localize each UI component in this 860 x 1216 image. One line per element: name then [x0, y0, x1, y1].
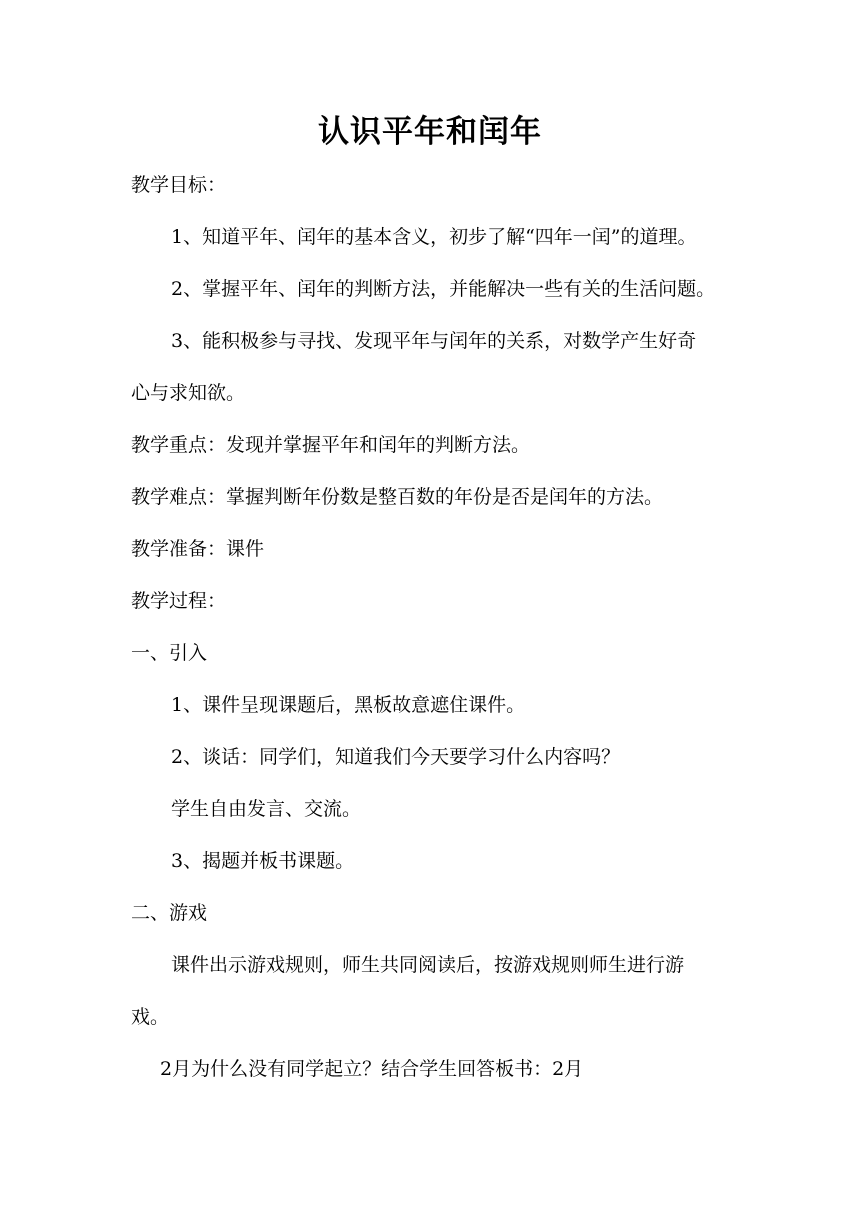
intro-student-response: 学生自由发言、交流。: [171, 798, 362, 820]
preparation-line: 教学准备：课件: [131, 538, 265, 560]
february-question-line: 2月为什么没有同学起立？结合学生回答板书：2月: [160, 1058, 584, 1080]
key-point-line: 教学重点：发现并掌握平年和闰年的判断方法。: [131, 434, 531, 456]
game-paragraph: 课件出示游戏规则，师生共同阅读后，按游戏规则师生进行游: [171, 954, 685, 976]
objective-item-1: 1、知道平年、闰年的基本含义，初步了解“四年一闰”的道理。: [171, 226, 697, 248]
part-heading-intro: 一、引入: [131, 642, 208, 664]
part-heading-game: 二、游戏: [131, 902, 208, 924]
intro-step-2: 2、谈话：同学们，知道我们今天要学习什么内容吗？: [171, 746, 621, 768]
objective-item-2: 2、掌握平年、闰年的判断方法，并能解决一些有关的生活问题。: [171, 278, 716, 300]
game-paragraph-continued: 戏。: [131, 1006, 170, 1028]
section-heading-process: 教学过程：: [131, 590, 227, 612]
objective-item-3: 3、能积极参与寻找、发现平年与闰年的关系，对数学产生好奇: [171, 330, 697, 352]
objective-item-3-continued: 心与求知欲。: [131, 382, 246, 404]
intro-step-3: 3、揭题并板书课题。: [171, 850, 355, 872]
difficulty-line: 教学难点：掌握判断年份数是整百数的年份是否是闰年的方法。: [131, 486, 664, 508]
section-heading-objectives: 教学目标：: [131, 174, 227, 196]
document-title: 认识平年和闰年: [318, 114, 542, 150]
intro-step-1: 1、课件呈现课题后，黑板故意遮住课件。: [171, 694, 526, 716]
